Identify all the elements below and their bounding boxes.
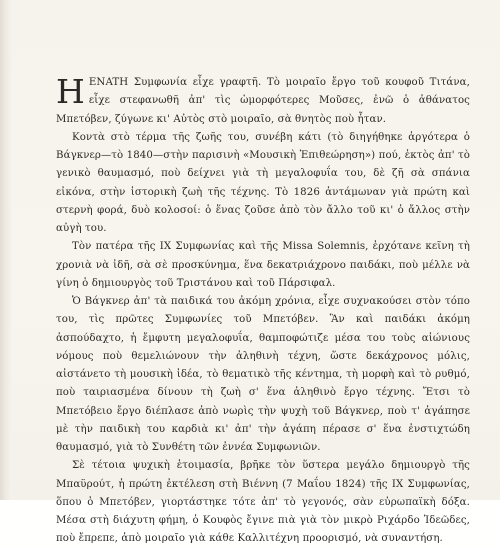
chapter-text xyxy=(56,74,470,549)
drop-cap: Η xyxy=(56,72,85,111)
paragraph-3: Τὸν πατέρα τῆς IX Συμφωνίας καὶ τῆς Missa Solemnis, ἐρχότανε κεῖνη τὴ χρονιὰ νὰ ἰδῆ, σὰ σὲ προσκύνημα, ἕνα δεκατριάχρονο παιδάκι, ποὺ μέλλε νὰ γίνη ὁ δημιουργὸς τοῦ Τριστάνου καὶ τοῦ Πάρσιφαλ. xyxy=(56,241,470,289)
paragraph-1 xyxy=(56,74,470,129)
paragraph-2: Κοντὰ στὸ τέρμα τῆς ζωῆς του, συνέβη κάτι (τὸ διηγήθηκε ἀργότερα ὁ Βάγκνερ—τὸ 1840—στὴν παρισινὴ «Μουσικὴ Ἐπιθεώρηση») πού, ἐκτὸς ἀπ' τὸ γενικὸ θαυμασμό, ποὺ δείχνει γιὰ τὴ μεγαλοφυΐα του, δὲ ζῆ σὰ σπάνια εἰκόνα, στὴν ἱστορικὴ ζωὴ τῆς τέχνης. Τὸ 1826 ἀντάμωναν γιὰ πρώτη καὶ στερνὴ φορά, δυὸ κολοσοί: ὁ ἕνας ζοῦσε ἀπὸ τὸν ἄλλο τοῦ κι' ὁ ἄλλος στὴν αὐγὴ του. xyxy=(56,131,470,234)
paragraph-4: Ὁ Βάγκνερ ἀπ' τὰ παιδικά του ἀκόμη χρόνια, εἶχε συχνακούσει στὸν τόπο του, τὶς πρῶτες Συμφωνίες τοῦ Μπετόβεν. Ἂν καὶ παιδάκι ἀκόμη ἀσπούδαχτο, ἡ ἔμφυτη μεγαλοφυΐα, θαμποφώτιζε μέσα του τοὺς αἰώνιους νόμους ποὺ θεμελιώνουν τὴν ἀληθινὴ τέχνη, ὥστε δεκάχρονος μόλις, αἰστάνετο τὴ μουσικὴ ἰδέα, τὸ θεματικὸ τῆς κέντημα, τὴ μορφὴ καὶ τὸ ρυθμό, ποὺ ταιριασμένα δίνουν τὴ ζωὴ σ' ἕνα ἀληθινὸ ἔργο τέχνης. Ἔτσι τὸ Μπετόβειο ἔργο διέπλασε ἀπὸ νωρὶς τὴν ψυχὴ τοῦ Βάγκνερ, ποὺ τ' ἀγάπησε μὲ τὴν παιδικὴ του καρδιὰ κι' ἀπ' τὴν ἀγάπη πέρασε σ' ἕνα ἐνστιχτώδη θαυμασμό, γιὰ τὸ Συνθέτη τῶν ἐννέα Συμφωνιῶν. xyxy=(56,296,470,453)
paragraph-1-text: ENATH Συμφωνία εἶχε γραφτῆ. Τὸ μοιραῖο ἔργο τοῦ κουφοῦ Τιτάνα, εἶχε στεφανωθῆ ἀπ' τὶς ὡμορφότερες Μοῦσες, ἐνῶ ὁ ἀθάνατος Μπετόβεν, ζύγωνε κι' Αὐτὸς στὸ μοιραῖο, σὰ θνητὸς ποὺ ἦταν. xyxy=(56,77,470,125)
paragraph-5: Σὲ τέτοια ψυχικὴ ἑτοιμασία, βρῆκε τὸν ὕστερα μεγάλο δημιουργὸ τῆς Μπαϋρούτ, ἡ πρώτη ἐκτέλεση στὴ Βιέννη (7 Μαΐου 1824) τῆς IX Συμφωνίας, ὅπου ὁ Μπετόβεν, γιορτάστηκε τότε ἀπ' τὸ γεγονός, σὰν εὐρωπαϊκὴ δόξα. Μέσα στὴ διάχυτη φήμη, ὁ Κουφὸς ἔγινε πιὰ γιὰ τὸν μικρὸ Ριχάρδο Ἰδεῶδες, ποὺ ἔπρεπε, ἀπὸ μοιραῖο γιὰ κάθε Καλλιτέχνη προορισμό, νὰ συναντήση. xyxy=(56,460,470,545)
